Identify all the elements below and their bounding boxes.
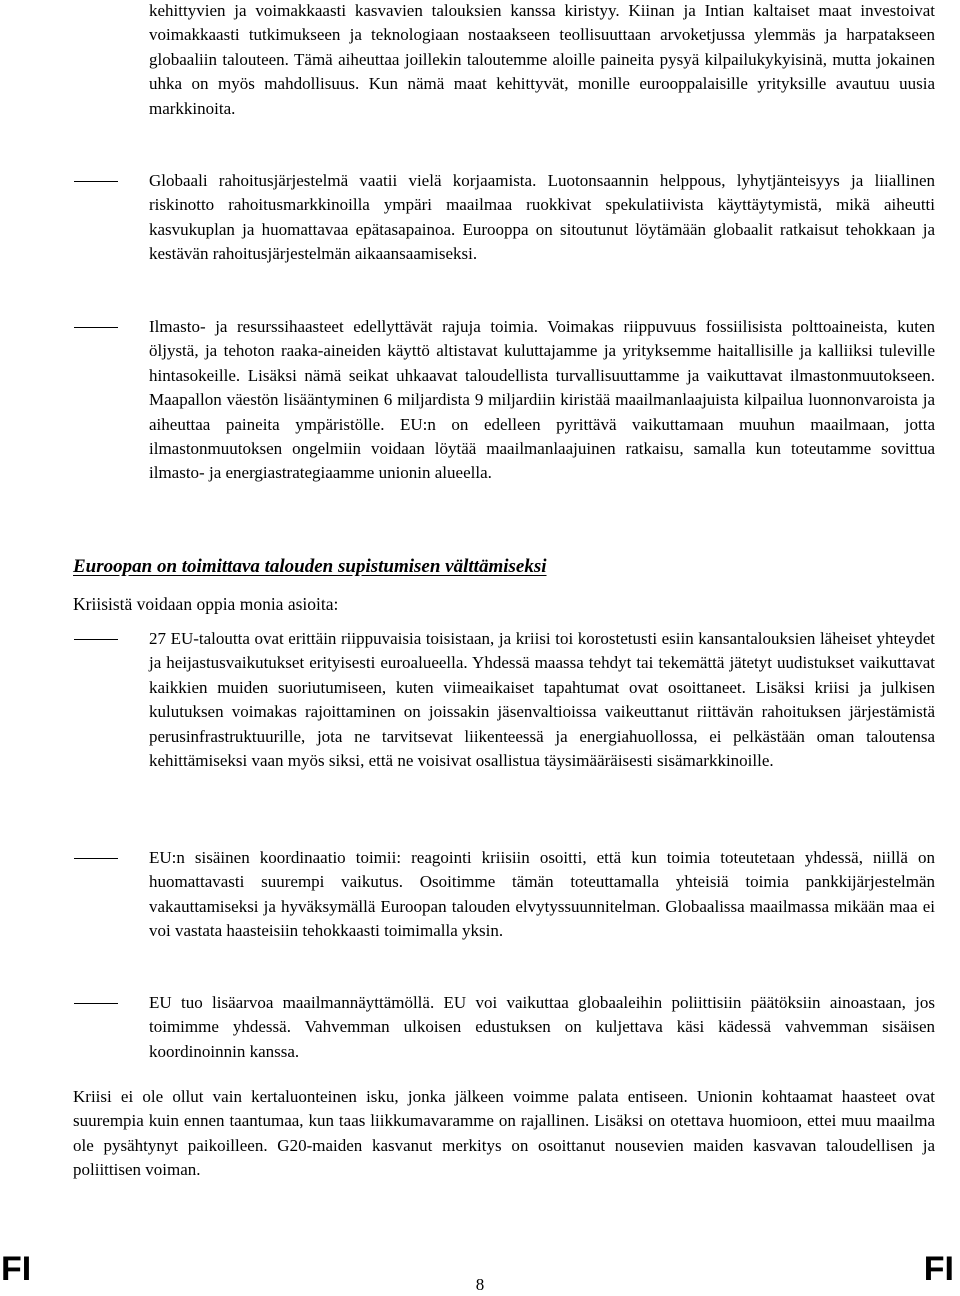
- bullet-dash: [74, 858, 118, 859]
- bullet-world-stage: EU tuo lisäarvoa maailmannäyttämöllä. EU voi vaikuttaa globaaleihin poliittisiin päätöksiin ainoastaan, jos toimimme yhdessä. Vahvemman ulkoisen edustuksen on kuljettava käsi kädessä vahvemman sisäisen koordinoinnin kanssa.: [149, 993, 935, 1061]
- bullet-coordination: EU:n sisäinen koordinaatio toimii: reagointi kriisiin osoitti, että kun toimia toteutetaan yhdessä, niillä on huomattavasti suurempi vaikutus. Osoitimme tämän toteuttamalla yhteisiä toimia pankkijärjestelmän vakauttamiseksi ja hyväksymällä Euroopan talouden elvytyssuunnitelman. Globaalissa maailmassa mikään maa ei voi vastata haasteisiin tehokkaasti toimimalla yksin.: [149, 848, 935, 941]
- bullet-dash: [74, 1003, 118, 1004]
- bullet-climate-resources: Ilmasto- ja resurssihaasteet edellyttävät rajuja toimia. Voimakas riippuvuus fossiilisista polttoaineista, kuten öljystä, ja tehoton raaka-aineiden käyttö altistavat kuluttajamme ja yrityksemme haitallisille ja kalliiksi tuleville hintasokeille. Lisäksi nämä seikat uhkaavat taloudellista turvallisuuttamme ja vaikuttavat ilmastonmuutokseen. Maapallon väestön lisääntyminen 6 miljardista 9 miljardiin kiristää maailmanlaajuista kilpailua luonnonvaroista ja aiheuttaa paineita ympäristölle. EU:n on edelleen pyrittävä vaikuttamaan muuhun maailmaan, jotta ilmastonmuutoksen ongelmiin voidaan löytää maailmanlaajuinen ratkaisu, samalla kun toteutamme sovittua ilmasto- ja energiastrategiaamme unionin alueella.: [149, 317, 935, 483]
- section-lead: Kriisistä voidaan oppia monia asioita:: [73, 594, 339, 614]
- bullet-dash: [74, 327, 118, 328]
- footer-language-right: FI: [923, 1250, 954, 1288]
- section-heading: Euroopan on toimittava talouden supistumisen välttämiseksi: [73, 556, 547, 577]
- paragraph-closing: Kriisi ei ole ollut vain kertaluonteinen isku, jonka jälkeen voimme palata entiseen. Unionin kohtaamat haasteet ovat suurempia kuin ennen taantumaa, kun taas liikkumavaramme on rajallinen. Lisäksi on otettava huomioon, ettei muu maailma ole pysähtynyt paikoilleen. G20-maiden kasvanut merkitys on osoittanut nousevien maiden kasvavan taloudellisen ja poliittisen voiman.: [73, 1087, 935, 1180]
- page-number: 8: [475, 1275, 485, 1294]
- bullet-dash: [74, 181, 118, 182]
- bullet-dash: [74, 639, 118, 640]
- bullet-financial-system: Globaali rahoitusjärjestelmä vaatii vielä korjaamista. Luotonsaannin helppous, lyhytjänteisyys ja liiallinen riskinotto rahoitusmarkkinoilla ympäri maailmaa ruokkivat spekulatiivista käyttäytymistä, mikä aiheutti kasvukuplan ja huomattavaa epätasapainoa. Eurooppa on sitoutunut löytämään globaalit ratkaisut tehokkaan ja kestävän rahoitusjärjestelmän aikaansaamiseksi.: [149, 171, 935, 264]
- footer-language-left: FI: [1, 1250, 32, 1288]
- paragraph-intro: kehittyvien ja voimakkaasti kasvavien talouksien kanssa kiristyy. Kiinan ja Intian kaltaiset maat investoivat voimakkaasti tutkimukseen ja teknologiaan nostaakseen teollisuuttaan arvoketjussa ylemmäs ja harpatakseen globaaliin talouteen. Tämä aiheuttaa joillekin taloutemme aloille paineita pysyä kilpailukykyisinä, mutta jokainen uhka on myös mahdollisuus. Kun nämä maat kehittyvät, monille eurooppalaisille yrityksille avautuu uusia markkinoita.: [149, 1, 935, 118]
- bullet-eu-economies: 27 EU-taloutta ovat erittäin riippuvaisia toisistaan, ja kriisi toi korostetusti esiin kansantalouksien läheiset yhteydet ja heijastusvaikutukset erityisesti euroalueella. Yhdessä maassa tehdyt tai tekemättä jätetyt uudistukset vaikuttavat kaikkien muiden suoriutumiseen, kuten viimeaikaiset tapahtumat ovat osoittaneet. Lisäksi kriisi ja julkisen kulutuksen voimakas rajoittaminen on joissakin jäsenvaltioissa vaikeuttanut riittävän rahoituksen järjestämistä perusinfrastruktuurille, jota ne tarvitsevat liikenteessä ja energiahuollossa, ei pelkästään oman taloutensa kehittämiseksi vaan myös siksi, että ne voisivat osallistua täysimääräisesti sisämarkkinoille.: [149, 629, 935, 771]
